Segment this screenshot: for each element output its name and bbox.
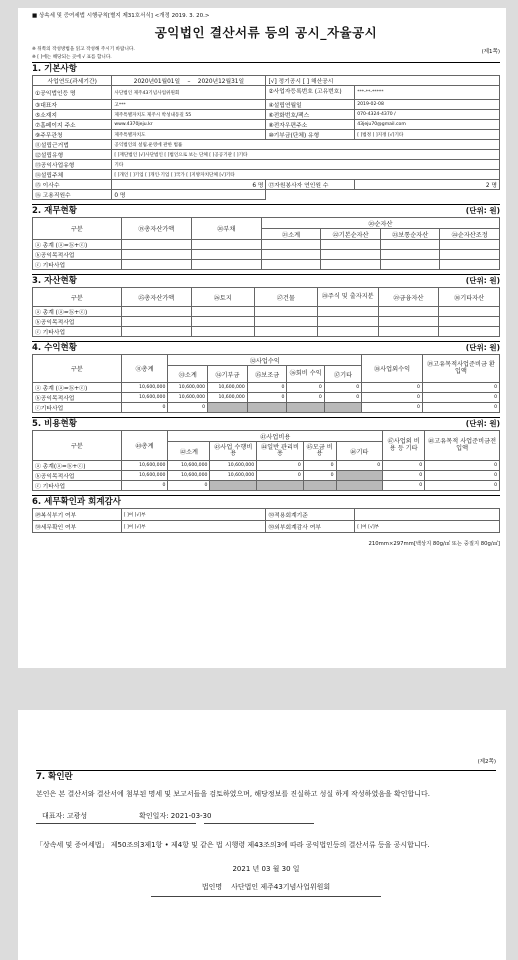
tax-check-value: [ ]여 [√]부 <box>121 521 266 533</box>
section-assets-title: 3. 자산현황 (단위: 원) <box>32 276 500 286</box>
assets-unit: (단위: 원) <box>465 276 500 285</box>
expense-col-admin: ㊹일반 관리비용 <box>257 442 304 461</box>
expense-col-biz: ㊶사업비용 <box>168 431 383 442</box>
confirm-statement: 본인은 본 결산서와 결산서에 첨부된 명세 및 보고서들을 검토하였으며, 해당정보를 진실하고 성실 하게 작성하였음을 확인합니다. <box>36 790 430 798</box>
assets-row-total: ⓐ 총계 (ⓐ=ⓑ+ⓒ) <box>33 307 122 317</box>
revenue-col-donation: ㉞기부금 <box>208 366 248 383</box>
assets-col-total: ㉕총자산가액 <box>121 288 191 307</box>
homepage-value: www.4370jeju.kr <box>112 120 266 130</box>
phone-label: ⑥전화번호/팩스 <box>266 110 355 120</box>
expense-col-nonbiz: ㊼사업외 비용 등 기타 <box>383 431 425 461</box>
revenue-row-total: ⓐ 총계 (ⓐ=ⓑ+ⓒ) 10,600,000 10,600,000 10,600,000 0 0 0 0 0 <box>33 383 500 393</box>
form-header: ■ 상속세 및 증여세법 시행규칙[별지 제31호서식] <개정 2019. 3. 20.> <box>32 13 210 19</box>
email-value: 43jeju70@gmail.com <box>355 120 500 130</box>
section-basic-info-title: 1. 기본사항 <box>32 62 500 75</box>
section-audit-title: 6. 세무확인과 회계감사 <box>32 495 500 508</box>
fiscal-year-dash: – <box>187 79 191 85</box>
assets-col-financial: ㉙금융자산 <box>378 288 439 307</box>
document-page-1 <box>18 8 506 668</box>
expense-col-reserve: ㊽고유목적 사업준비금전 입액 <box>425 431 500 461</box>
revenue-row-other: ⓒ기타사업 0 0 0 0 <box>33 403 500 413</box>
finance-table <box>32 217 500 270</box>
basic-info-table <box>32 75 500 200</box>
representative-confirm: 대표자: 고광성 <box>42 812 88 820</box>
paper-spec-note: 210mm×297mm[백상지 80g/㎡ 또는 중질지 80g/㎡] <box>368 541 500 547</box>
finance-col-group: 구분 <box>33 218 122 240</box>
document-title: 공익법인 결산서류 등의 공시_자율공시 <box>154 25 378 40</box>
revenue-col-other: ㊲기타 <box>324 366 361 383</box>
revenue-col-biz: ㉜사업수익 <box>168 355 362 366</box>
address-value: 제주특별자치도 제주시 박성내동길 55 <box>112 110 266 120</box>
email-label: ⑧전자우편주소 <box>266 120 355 130</box>
revenue-col-reserve: ㊴고유목적사업준비금 환입액 <box>422 355 499 383</box>
assets-row-other: ⓒ 기타사업 <box>33 327 122 337</box>
audit-table <box>32 508 500 533</box>
representative-value: 고*** <box>112 100 266 110</box>
legal-basis-text: 「상속세 및 증여세법」 제50조의3제1항 • 제4항 및 같은 법 시행령 제43조의3에 따라 공익법인등의 결산서류 등을 공시합니다. <box>36 841 430 849</box>
tax-check-label: ㊿세무확인 여부 <box>33 521 122 533</box>
finance-row-other: ⓒ 기타사업 <box>33 260 122 270</box>
section-confirm-title: 7. 확인란 <box>36 770 496 783</box>
establishment-type-label: ⑫설립유형 <box>33 150 112 160</box>
bizno-label: ②사업자등록번호 (고유번호) <box>266 86 355 100</box>
agency-value: 제주특별자치도 <box>112 130 266 140</box>
established-label: ④설립연월일 <box>266 100 355 110</box>
revenue-col-fee: ㊱회비 수익 <box>287 366 324 383</box>
expense-col-fundraise: ㊺모금 비용 <box>303 442 336 461</box>
fiscal-year-label: 사업연도(과세기간) <box>33 76 112 86</box>
agency-label: ⑨주무관청 <box>33 130 112 140</box>
expense-col-total: ㊵총계 <box>121 431 168 461</box>
assets-table <box>32 287 500 337</box>
homepage-label: ⑦홈페이지 주소 <box>33 120 112 130</box>
org-name-value: 사단법인 제주43기념사업위원회 <box>112 86 266 100</box>
volunteers-label: ⑰자원봉사자 연인원 수 <box>266 180 355 190</box>
section-revenue-title: 4. 수익현황 (단위: 원) <box>32 343 500 353</box>
representative-label: ③대표자 <box>33 100 112 110</box>
expense-col-other: ㊻기타 <box>336 442 383 461</box>
founder-value: [ ]개인 [ ]기업 [ ]개인·기업 [ ]국가 [ ]지방자치단체 [√]기타 <box>112 170 500 180</box>
fiscal-year-to: 2020년12월31일 <box>197 79 245 85</box>
directors-value: 6 명 <box>112 180 266 190</box>
revenue-col-group: 구분 <box>33 355 122 383</box>
fiscal-year-from: 2020년01월01일 <box>133 79 181 85</box>
revenue-row-public: ⓑ공익목적사업 10,600,000 10,600,000 10,600,000 0 0 0 0 0 <box>33 393 500 403</box>
donation-type-label: ⑩기부금(단체) 유형 <box>266 130 355 140</box>
corp-name-underline <box>151 896 381 897</box>
expense-unit: (단위: 원) <box>465 419 500 428</box>
bookkeeping-label: ㊾복식부기 여부 <box>33 509 122 521</box>
assets-row-public: ⓑ공익목적사업 <box>33 317 122 327</box>
revenue-col-total: ㉛총계 <box>121 355 168 383</box>
page-number-2: (제2쪽) <box>477 759 496 765</box>
expense-col-sub: ㊷소계 <box>168 442 210 461</box>
accounting-standard-label: ㊿적용회계기준 <box>266 509 355 521</box>
org-name-label: ①공익법인등 명 <box>33 86 112 100</box>
finance-row-total: ⓐ 총계 (ⓐ=ⓑ+ⓒ) <box>33 240 122 250</box>
basis-law-label: ⑪설립근거법 <box>33 140 112 150</box>
date-underline <box>204 823 314 824</box>
confirm-date: 확인일자: 2021-03-30 <box>139 812 212 820</box>
finance-col-base: ㉒기본순자산 <box>321 229 381 240</box>
corp-name-value: 사단법인 제주43기념사업위원회 <box>231 883 331 891</box>
section-expense-title: 5. 비용현황 (단위: 원) <box>32 419 500 429</box>
finance-unit: (단위: 원) <box>465 206 500 215</box>
assets-col-land: ㉖토지 <box>191 288 254 307</box>
revenue-table <box>32 354 500 413</box>
document-page-2 <box>18 710 506 960</box>
representative-underline <box>36 823 196 824</box>
section-finance-title: 2. 재무현황 (단위: 원) <box>32 206 500 216</box>
assets-col-group: 구분 <box>33 288 122 307</box>
address-label: ⑤소재지 <box>33 110 112 120</box>
finance-col-assets: ⑲총자산가액 <box>121 218 191 240</box>
basis-law-value: 공익법인의 설립.운영에 관한 법률 <box>112 140 500 150</box>
expense-col-group: 구분 <box>33 431 122 461</box>
established-value: 2019-02-08 <box>355 100 500 110</box>
establishment-type-value: [ ]재단법인 [√]사단법인 [ ]법인으로 보는 단체 [ ]공공기관 [ ]기타 <box>112 150 500 160</box>
expense-table <box>32 430 500 491</box>
donation-type-value: [ ]법정 [ ]지정 [√]기타 <box>355 130 500 140</box>
expense-row-other: ⓒ 기타사업 0 0 0 0 <box>33 481 500 491</box>
finance-col-debt: ⑳부채 <box>191 218 261 240</box>
bizno-value: ***-**-***** <box>355 86 500 100</box>
finance-col-sub: ㉑소계 <box>261 229 321 240</box>
revenue-col-subsidy: ㉟보조금 <box>247 366 287 383</box>
assets-col-other: ㉚기타자산 <box>439 288 500 307</box>
founder-label: ⑭설립주체 <box>33 170 112 180</box>
finance-row-public: ⓑ공익목적사업 <box>33 250 122 260</box>
accounting-standard-value <box>355 509 500 521</box>
finance-col-normal: ㉓보통순자산 <box>380 229 440 240</box>
employees-value: 0 명 <box>112 190 266 200</box>
revenue-col-sub: ㉝소계 <box>168 366 208 383</box>
signature-date: 2021 년 03 월 30 일 <box>232 865 300 873</box>
external-audit-label: ㊿외부회계감사 여부 <box>266 521 355 533</box>
expense-row-public: ⓑ공익목적사업 10,600,000 10,600,000 10,600,000 0 0 0 0 <box>33 471 500 481</box>
external-audit-value: [ ]여 [√]부 <box>355 521 500 533</box>
directors-label: ⑮ 이사수 <box>33 180 112 190</box>
expense-col-exec: ㊸사업 수행비용 <box>210 442 257 461</box>
volunteers-value: 2 명 <box>355 180 500 190</box>
disclosure-type: [√] 정기공시 [ ] 해산공시 <box>266 76 500 86</box>
bookkeeping-value: [ ]여 [√]부 <box>121 509 266 521</box>
biz-type-value: 기타 <box>112 160 500 170</box>
assets-col-building: ㉗건물 <box>254 288 317 307</box>
phone-value: 070-4324-4370 / <box>355 110 500 120</box>
assets-col-stock: ㉘주식 및 출자지분 <box>317 288 378 307</box>
note-1: ※ 뒤쪽의 작성방법을 읽고 작성해 주시기 바랍니다. <box>32 47 135 52</box>
revenue-unit: (단위: 원) <box>465 343 500 352</box>
biz-type-label: ⑬공익사업유형 <box>33 160 112 170</box>
corp-name-label: 법인명 <box>201 883 223 891</box>
revenue-col-nonbiz: ㊳사업외수익 <box>362 355 423 383</box>
employees-label: ⑯ 고용직원수 <box>33 190 112 200</box>
finance-col-adj: ㉔순자산조정 <box>440 229 500 240</box>
page-number-1: (제1쪽) <box>481 49 500 55</box>
finance-col-net: ⑳순자산 <box>261 218 499 229</box>
note-2: ※ [ ]에는 해당되는 곳에 √ 표를 합니다. <box>32 55 112 60</box>
expense-row-total: ⓐ 총계(ⓐ=ⓑ+ⓒ) 10,600,000 10,600,000 10,600,000 0 0 0 0 0 <box>33 461 500 471</box>
